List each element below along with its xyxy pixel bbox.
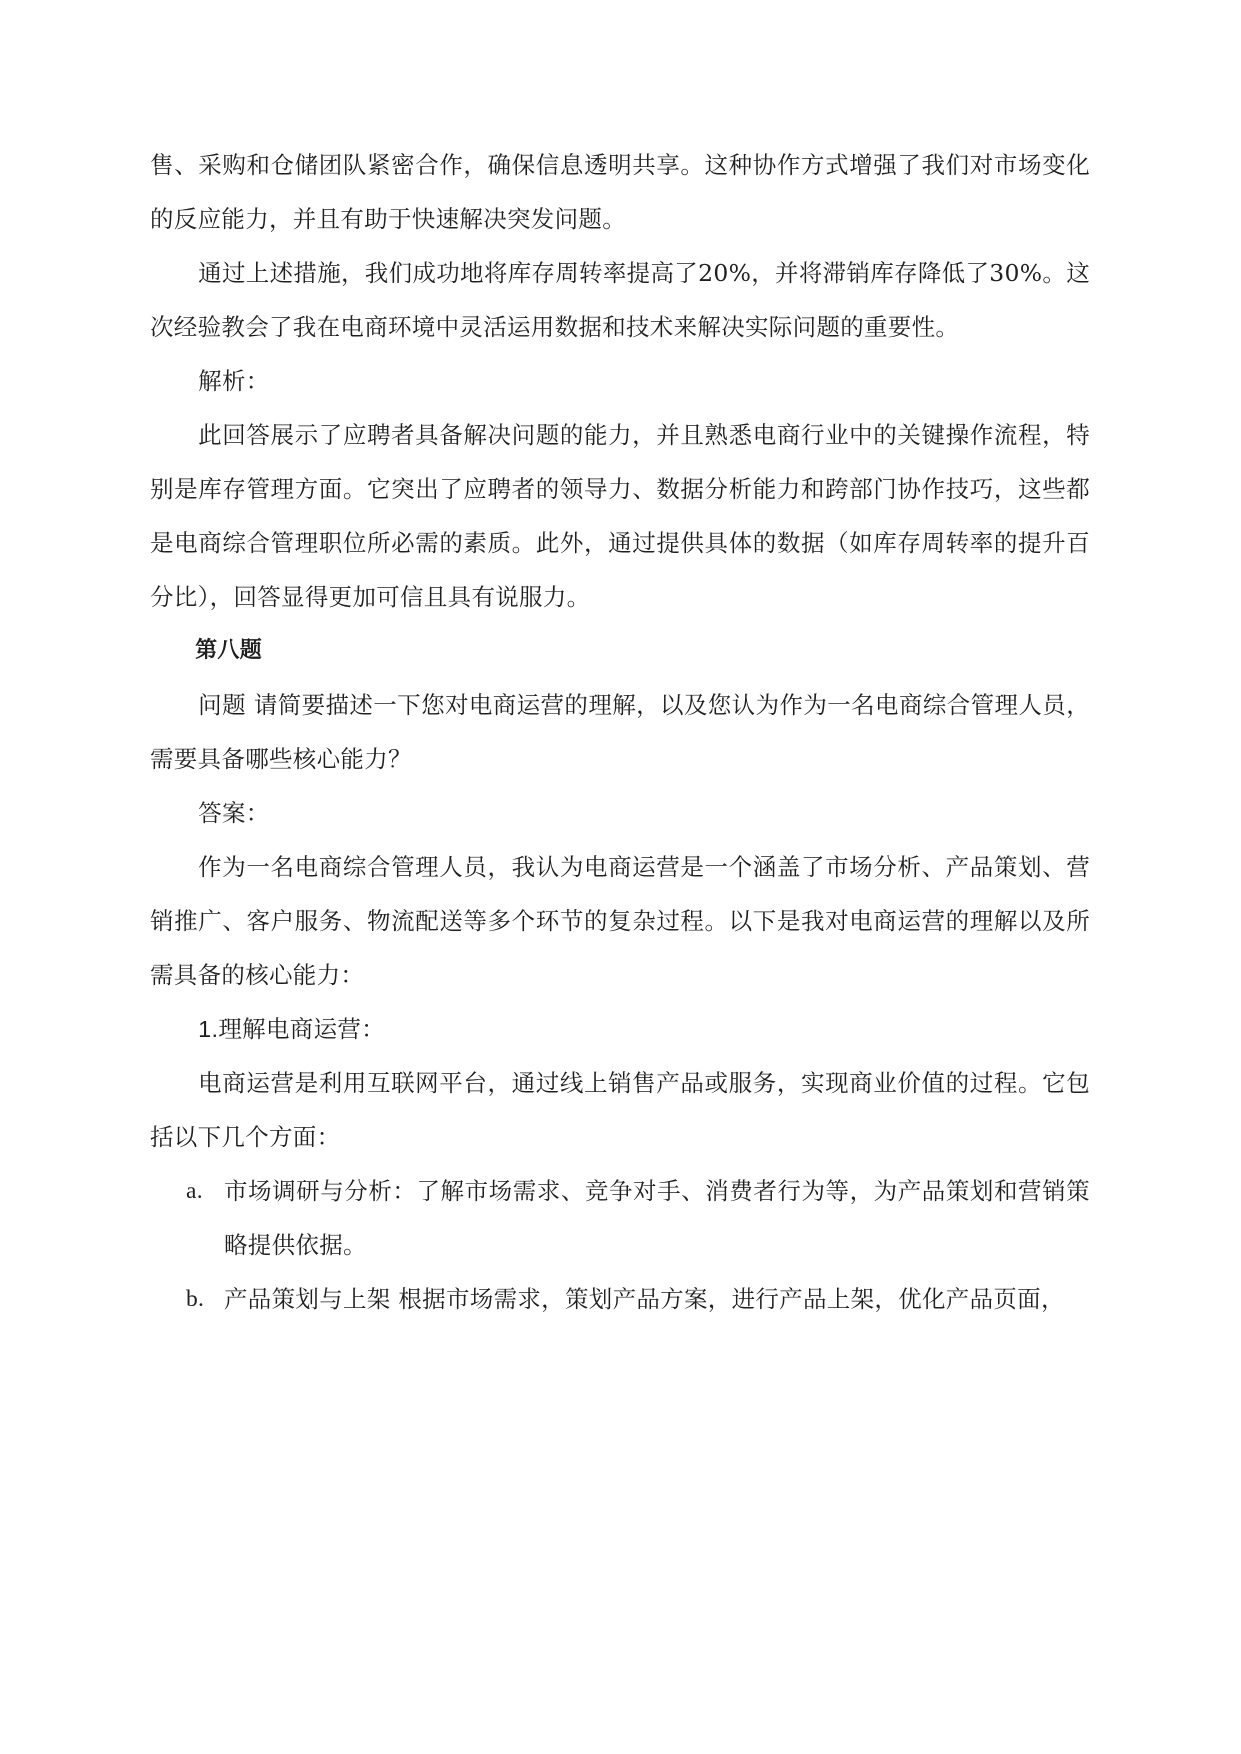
list-marker: a.: [186, 1178, 203, 1204]
analysis-label: 解析：: [198, 367, 270, 395]
document-body: [150, 138, 1090, 1326]
paragraph-definition: 电商运营是利用互联网平台，通过线上销售产品或服务，实现商业价值的过程。它包括以下几个方面：: [150, 1069, 1090, 1151]
list-item-text: 市场调研与分析：了解市场需求、竞争对手、消费者行为等，为产品策划和营销策略提供依据。: [224, 1177, 1090, 1259]
list-item: [150, 1272, 1090, 1326]
paragraph-analysis: 此回答展示了应聘者具备解决问题的能力，并且熟悉电商行业中的关键操作流程，特别是库存管理方面。它突出了应聘者的领导力、数据分析能力和跨部门协作技巧，这些都是电商综合管理职位所必需的素质。此外，通过提供具体的数据（如库存周转率的提升百分比），回答显得更加可信且具有说服力。: [150, 421, 1090, 611]
list-item: [150, 1164, 1090, 1272]
list-marker: b.: [186, 1286, 205, 1312]
paragraph-results: 通过上述措施，我们成功地将库存周转率提高了20%，并将滞销库存降低了30%。这次经验教会了我在电商环境中灵活运用数据和技术来解决实际问题的重要性。: [150, 259, 1090, 341]
paragraph-answer-intro: 作为一名电商综合管理人员，我认为电商运营是一个涵盖了市场分析、产品策划、营销推广、客户服务、物流配送等多个环节的复杂过程。以下是我对电商运营的理解以及所需具备的核心能力：: [150, 853, 1090, 989]
subsection-heading: 1.理解电商运营：: [198, 1016, 385, 1042]
paragraph-continuation: 售、采购和仓储团队紧密合作，确保信息透明共享。这种协作方式增强了我们对市场变化的反应能力，并且有助于快速解决突发问题。: [150, 151, 1090, 233]
section-heading: 第八题: [195, 638, 262, 663]
list-item-text: 产品策划与上架 根据市场需求，策划产品方案，进行产品上架，优化产品页面，: [224, 1285, 1065, 1313]
aspect-list: [150, 1164, 1090, 1326]
answer-label: 答案：: [198, 799, 270, 827]
paragraph-question: 问题 请简要描述一下您对电商运营的理解，以及您认为作为一名电商综合管理人员，需要具备哪些核心能力？: [150, 691, 1090, 773]
